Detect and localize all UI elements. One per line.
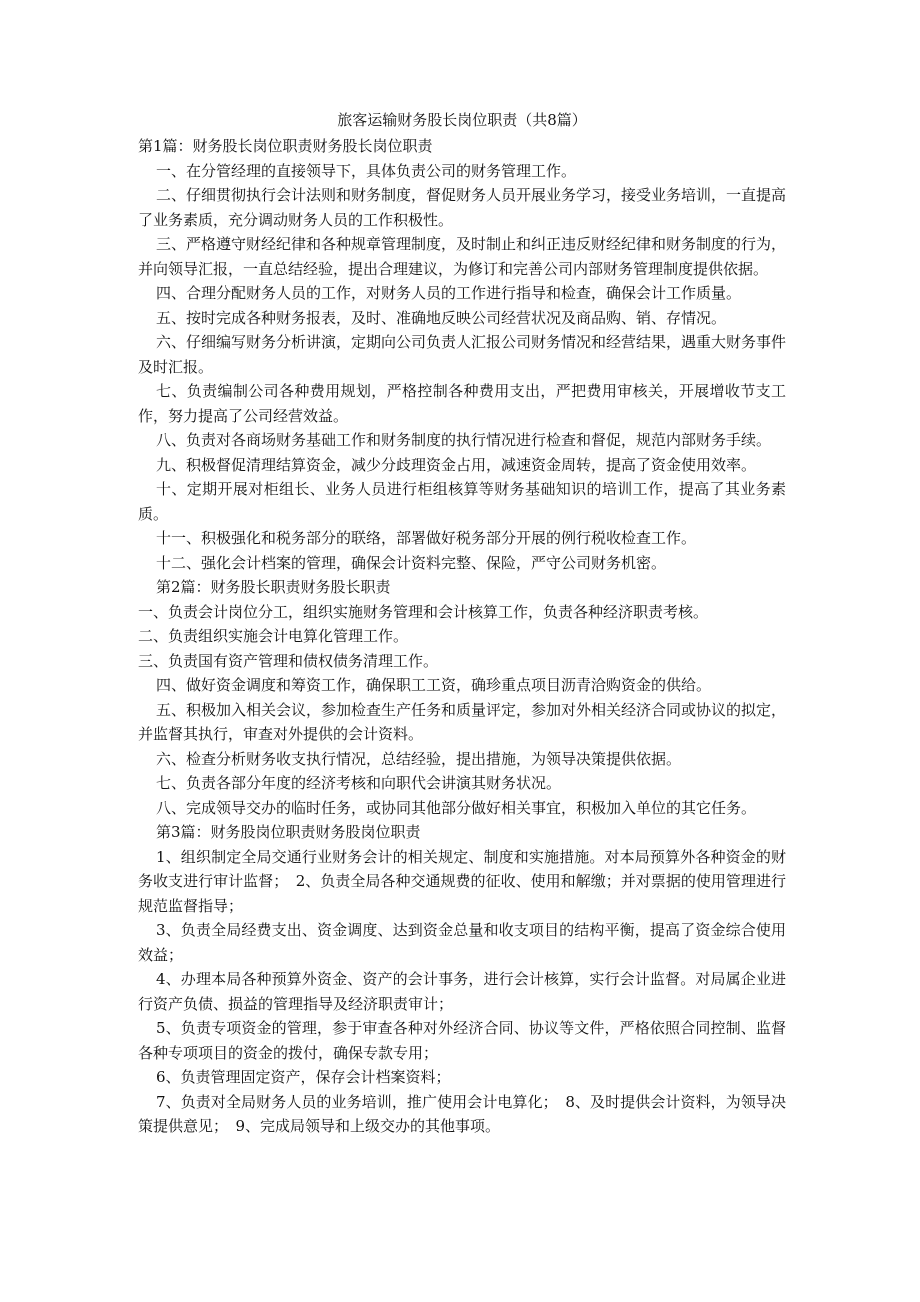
paragraph: 第2篇：财务股长职责财务股长职责 — [156, 578, 391, 596]
paragraph: 十一、积极强化和税务部分的联络，部署做好税务部分开展的例行税收检查工作。 — [156, 529, 697, 547]
paragraph: 5、负责专项资金的管理，参于审查各种对外经济合同、协议等文件，严格依照合同控制、监督各种专项项目的资金的拨付，确保专款专用； — [138, 1019, 786, 1062]
paragraph: 五、积极加入相关会议，参加检查生产任务和质量评定，参加对外相关经济合同或协议的拟定，并监督其执行，审查对外提供的会计资料。 — [138, 700, 787, 743]
paragraph: 二、负责组织实施会计电算化管理工作。 — [138, 627, 409, 645]
paragraph: 三、负责国有资产管理和债权债务清理工作。 — [138, 651, 439, 670]
paragraph: 八、完成领导交办的临时任务，或协同其他部分做好相关事宜，积极加入单位的其它任务。 — [156, 798, 757, 817]
paragraph: 一、负责会计岗位分工，组织实施财务管理和会计核算工作，负责各种经济职责考核。 — [138, 602, 709, 621]
paragraph: 八、负责对各商场财务基础工作和财务制度的执行情况进行检查和督促，规范内部财务手续。 — [156, 431, 772, 449]
paragraph: 四、做好资金调度和筹资工作，确保职工工资，确珍重点项目沥青洽购资金的供给。 — [156, 676, 712, 694]
paragraph: 七、负责各部分年度的经济考核和向职代会讲演其财务状况。 — [156, 774, 562, 792]
paragraph: 1、组织制定全局交通行业财务会计的相关规定、制度和实施措施。对本局预算外各种资金的财务收支进行审计监督； 2、负责全局各种交通规费的征收、使用和解缴；并对票据的使用管理进行规范监督指导； — [138, 847, 786, 915]
paragraph: 七、负责编制公司各种费用规划，严格控制各种费用支出，严把费用审核关，开展增收节支工作，努力提高了公司经营效益。 — [138, 382, 786, 425]
paragraph: 三、严格遵守财经纪律和各种规章管理制度，及时制止和纠正违反财经纪律和财务制度的行为，并向领导汇报，一直总结经验，提出合理建议，为修订和完善公司内部财务管理制度提供依据。 — [138, 235, 787, 278]
paragraph: 一、在分管经理的直接领导下，具体负责公司的财务管理工作。 — [156, 161, 577, 180]
paragraph: 3、负责全局经费支出、资金调度、达到资金总量和收支项目的结构平衡，提高了资金综合使用效益； — [138, 921, 786, 964]
document-body — [138, 134, 786, 1139]
paragraph: 7、负责对全局财务人员的业务培训，推广使用会计电算化； 8、及时提供会计资料，为领导决策提供意见； 9、完成局领导和上级交办的其他事项。 — [138, 1092, 786, 1135]
paragraph: 六、仔细编写财务分析讲演，定期向公司负责人汇报公司财务情况和经营结果，遇重大财务事件及时汇报。 — [138, 333, 787, 376]
paragraph: 二、仔细贯彻执行会计法则和财务制度，督促财务人员开展业务学习，接受业务培训，一直提高了业务素质，充分调动财务人员的工作积极性。 — [138, 186, 787, 229]
paragraph: 6、负责管理固定资产，保存会计档案资料； — [156, 1068, 451, 1086]
paragraph: 第1篇：财务股长岗位职责财务股长岗位职责 — [138, 137, 433, 155]
document-title: 旅客运输财务股长岗位职责（共8篇） — [337, 111, 587, 129]
paragraph: 第3篇：财务股岗位职责财务股岗位职责 — [156, 823, 421, 841]
paragraph: 四、合理分配财务人员的工作，对财务人员的工作进行指导和检查，确保会计工作质量。 — [156, 284, 742, 302]
paragraph: 十二、强化会计档案的管理，确保会计资料完整、保险，严守公司财务机密。 — [156, 553, 667, 572]
paragraph: 4、办理本局各种预算外资金、资产的会计事务，进行会计核算，实行会计监督。对局属企业进行资产负债、损益的管理指导及经济职责审计； — [138, 970, 786, 1013]
paragraph: 十、定期开展对柜组长、业务人员进行柜组核算等财务基础知识的培训工作，提高了其业务素质。 — [138, 480, 786, 523]
paragraph: 五、按时完成各种财务报表，及时、准确地反映公司经营状况及商品购、销、存情况。 — [156, 308, 727, 327]
document-page — [138, 108, 786, 1139]
paragraph: 九、积极督促清理结算资金，减少分歧理资金占用，减速资金周转，提高了资金使用效率。 — [156, 455, 757, 474]
paragraph: 六、检查分析财务收支执行情况，总结经验，提出措施，为领导决策提供依据。 — [156, 749, 682, 768]
